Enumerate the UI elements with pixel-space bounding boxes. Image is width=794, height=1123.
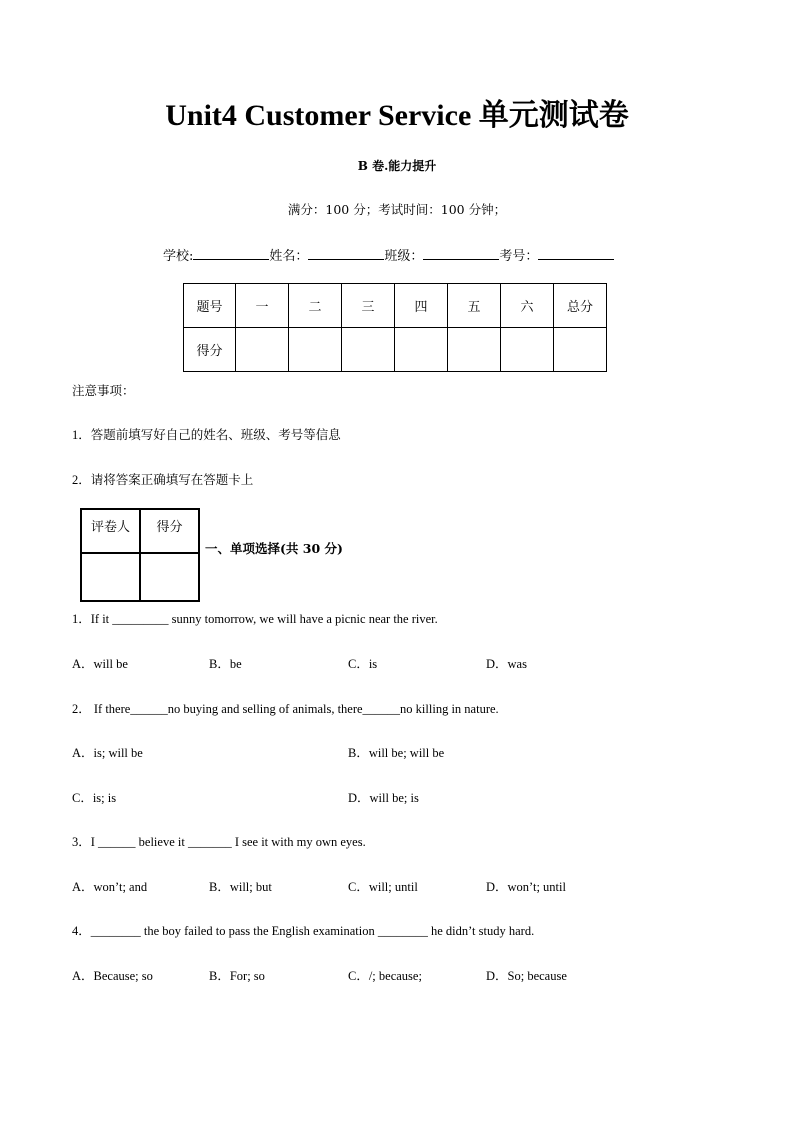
score-cell[interactable] bbox=[554, 328, 607, 372]
score-cell[interactable] bbox=[395, 328, 448, 372]
score-cell[interactable] bbox=[501, 328, 554, 372]
option-d[interactable]: D．was bbox=[486, 657, 527, 671]
name-blank[interactable] bbox=[308, 245, 384, 260]
score-cell[interactable] bbox=[448, 328, 501, 372]
option-b[interactable]: B．will; but bbox=[209, 880, 272, 894]
score-cell[interactable] bbox=[236, 328, 289, 372]
header-cell: 四 bbox=[395, 284, 448, 328]
question-stem: 2． If there______no buying and selling of animals, there______no killing in nature. bbox=[72, 702, 499, 716]
grader-label: 评卷人 bbox=[81, 509, 140, 553]
school-label: 学校: bbox=[163, 249, 194, 264]
header-cell: 总分 bbox=[554, 284, 607, 328]
option-b[interactable]: B．will be; will be bbox=[348, 746, 445, 760]
option-d[interactable]: D．will be; is bbox=[348, 791, 419, 805]
option-a[interactable]: A．will be bbox=[72, 657, 128, 671]
score-table-header-row bbox=[184, 284, 607, 328]
exam-no-blank[interactable] bbox=[538, 245, 614, 260]
score-cell[interactable] bbox=[289, 328, 342, 372]
option-c[interactable]: C．will; until bbox=[348, 880, 418, 894]
score-table bbox=[183, 283, 607, 372]
score-table-score-row bbox=[184, 328, 607, 372]
school-blank[interactable] bbox=[193, 245, 269, 260]
name-label: 姓名： bbox=[269, 249, 309, 264]
class-blank[interactable] bbox=[423, 245, 499, 260]
header-cell: 题号 bbox=[184, 284, 236, 328]
header-cell: 五 bbox=[448, 284, 501, 328]
option-d[interactable]: D．So; because bbox=[486, 969, 567, 983]
score-row-label: 得分 bbox=[184, 328, 236, 372]
exam-info: 满分：100 分；考试时间：100 分钟； bbox=[287, 202, 507, 217]
student-info-fields bbox=[163, 245, 614, 266]
section-title: 一、单项选择(共 30 分) bbox=[205, 541, 343, 556]
option-d[interactable]: D．won’t; until bbox=[486, 880, 566, 894]
note-item: 2．请将答案正确填写在答题卡上 bbox=[72, 473, 254, 487]
option-b[interactable]: B．For; so bbox=[209, 969, 265, 983]
option-c[interactable]: C．is bbox=[348, 657, 378, 671]
header-cell: 二 bbox=[289, 284, 342, 328]
page-title: Unit4 Customer Service 单元测试卷 bbox=[165, 99, 629, 132]
notes-heading: 注意事项： bbox=[72, 384, 135, 398]
header-cell: 三 bbox=[342, 284, 395, 328]
class-label: 班级： bbox=[384, 249, 424, 264]
grader-box bbox=[80, 508, 200, 602]
option-a[interactable]: A．won’t; and bbox=[72, 880, 148, 894]
header-cell: 六 bbox=[501, 284, 554, 328]
question-stem: 3．I ______ believe it _______ I see it with my own eyes. bbox=[72, 835, 366, 849]
page-subtitle: B 卷.能力提升 bbox=[357, 159, 437, 173]
option-c[interactable]: C．/; because; bbox=[348, 969, 422, 983]
exam-no-label: 考号： bbox=[499, 249, 539, 264]
question-stem: 4．________ the boy failed to pass the English examination ________ he didn’t study hard. bbox=[72, 924, 535, 938]
grader-box-body bbox=[81, 553, 199, 601]
option-a[interactable]: A．is; will be bbox=[72, 746, 143, 760]
option-b[interactable]: B．be bbox=[209, 657, 242, 671]
note-item: 1．答题前填写好自己的姓名、班级、考号等信息 bbox=[72, 428, 341, 442]
score-cell[interactable] bbox=[342, 328, 395, 372]
option-a[interactable]: A．Because; so bbox=[72, 969, 153, 983]
grader-score-cell[interactable] bbox=[140, 553, 199, 601]
grader-box-header bbox=[81, 509, 199, 553]
option-c[interactable]: C．is; is bbox=[72, 791, 117, 805]
question-stem: 1．If it _________ sunny tomorrow, we will have a picnic near the river. bbox=[72, 612, 438, 626]
grader-score-label: 得分 bbox=[140, 509, 199, 553]
header-cell: 一 bbox=[236, 284, 289, 328]
grader-cell[interactable] bbox=[81, 553, 140, 601]
